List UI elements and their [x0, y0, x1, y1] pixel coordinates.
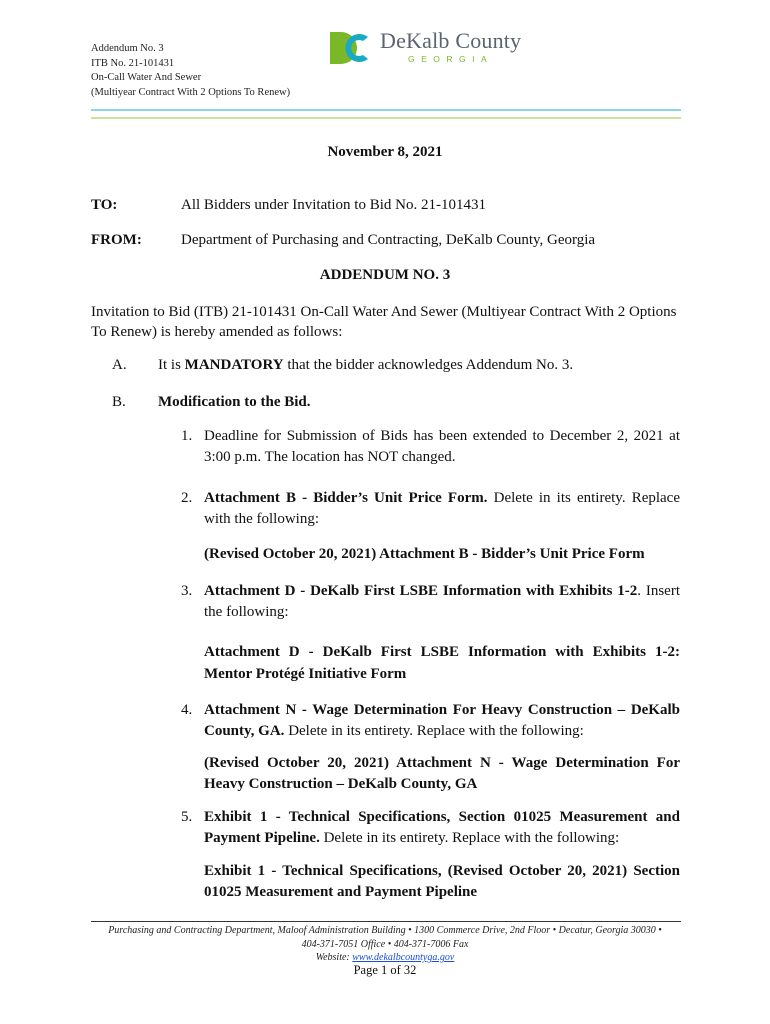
section-a-pre: It is [158, 357, 185, 373]
item-replacement: Exhibit 1 - Technical Specifications, (Revised October 20, 2021) Section 01025 Measurement and Payment Pipeline [204, 863, 680, 900]
header-rule-blue [91, 109, 681, 111]
item-body: . Insert the following: [204, 583, 680, 620]
dc-monogram-icon [328, 29, 370, 69]
item-number: 3. [181, 583, 193, 599]
item-bold: Attachment B - Bidder’s Unit Price Form. [204, 490, 488, 506]
footer-rule [91, 921, 681, 922]
dekalb-county-logo [328, 28, 528, 70]
page-number: Page 1 of 32 [353, 963, 417, 977]
from-label: FROM: [91, 232, 142, 248]
intro-paragraph: Invitation to Bid (ITB) 21-101431 On-Call Water And Sewer (Multiyear Contract With 2 Options To Renew) is hereby amended as follows: [91, 304, 677, 340]
section-a-letter: A. [112, 357, 127, 373]
item-replacement: (Revised October 20, 2021) Attachment B - Bidder’s Unit Price Form [204, 546, 645, 562]
item-number: 1. [181, 428, 193, 444]
from-text: Department of Purchasing and Contracting, DeKalb County, Georgia [181, 232, 596, 248]
header-addendum-line: Addendum No. 3 [91, 43, 164, 54]
addendum-title: ADDENDUM NO. 3 [319, 267, 451, 283]
section-a-text [158, 357, 573, 374]
header-rule-green [91, 117, 681, 119]
item-text [204, 581, 680, 623]
section-a-post: that the bidder acknowledges Addendum No. 3. [283, 357, 574, 373]
item-text [204, 700, 680, 742]
item-text [204, 488, 680, 530]
footer-website-label: Website: [315, 952, 353, 963]
footer-phone: 404-371-7051 Office • 404-371-7006 Fax [301, 938, 469, 950]
item-bold: Exhibit 1 - Technical Specifications, Section 01025 Measurement and Payment Pipeline. [204, 809, 680, 846]
item-body: Deadline for Submission of Bids has been extended to December 2, 2021 at 3:00 p.m. The location has NOT changed. [204, 428, 680, 465]
to-text: All Bidders under Invitation to Bid No. 21-101431 [181, 197, 486, 213]
item-text [204, 807, 680, 849]
header-itb-line: ITB No. 21-101431 [91, 57, 175, 69]
item-replacement: (Revised October 20, 2021) Attachment N - Wage Determination For Heavy Construction – DeKalb County, GA [204, 755, 680, 792]
document-header-meta [91, 42, 290, 100]
logo-state: GEORGIA [408, 54, 494, 64]
item-body: Delete in its entirety. Replace with the following: [319, 830, 620, 846]
header-contract-line: (Multiyear Contract With 2 Options To Renew) [91, 86, 291, 98]
item-replacement: Attachment D - DeKalb First LSBE Information with Exhibits 1-2: Mentor Protégé Initiative Form [204, 644, 680, 682]
document-date: November 8, 2021 [327, 144, 443, 160]
website-link[interactable]: www.dekalbcountyga.gov [352, 952, 455, 963]
item-bold: Attachment N - Wage Determination For Heavy Construction – DeKalb County, GA. [204, 702, 680, 739]
item-body: Delete in its entirety. Replace with the following: [204, 490, 680, 527]
section-b-title: Modification to the Bid. [158, 394, 311, 410]
header-project-line: On-Call Water And Sewer [91, 72, 202, 83]
item-number: 4. [181, 702, 193, 718]
section-a-mandatory: MANDATORY [184, 357, 284, 373]
item-body: Delete in its entirety. Replace with the following: [284, 723, 584, 739]
footer-address: Purchasing and Contracting Department, Maloof Administration Building • 1300 Commerce Drive, 2nd Floor • Decatur, Georgia 30030 • [108, 925, 662, 936]
item-number: 5. [181, 809, 193, 825]
item-bold: Attachment D - DeKalb First LSBE Information with Exhibits 1-2 [204, 583, 638, 599]
section-b-letter: B. [112, 394, 126, 410]
to-label: TO: [91, 197, 118, 213]
item-text [204, 426, 680, 468]
item-number: 2. [181, 490, 193, 506]
page-footer [80, 924, 690, 965]
logo-wordmark: DeKalb County [380, 28, 522, 53]
